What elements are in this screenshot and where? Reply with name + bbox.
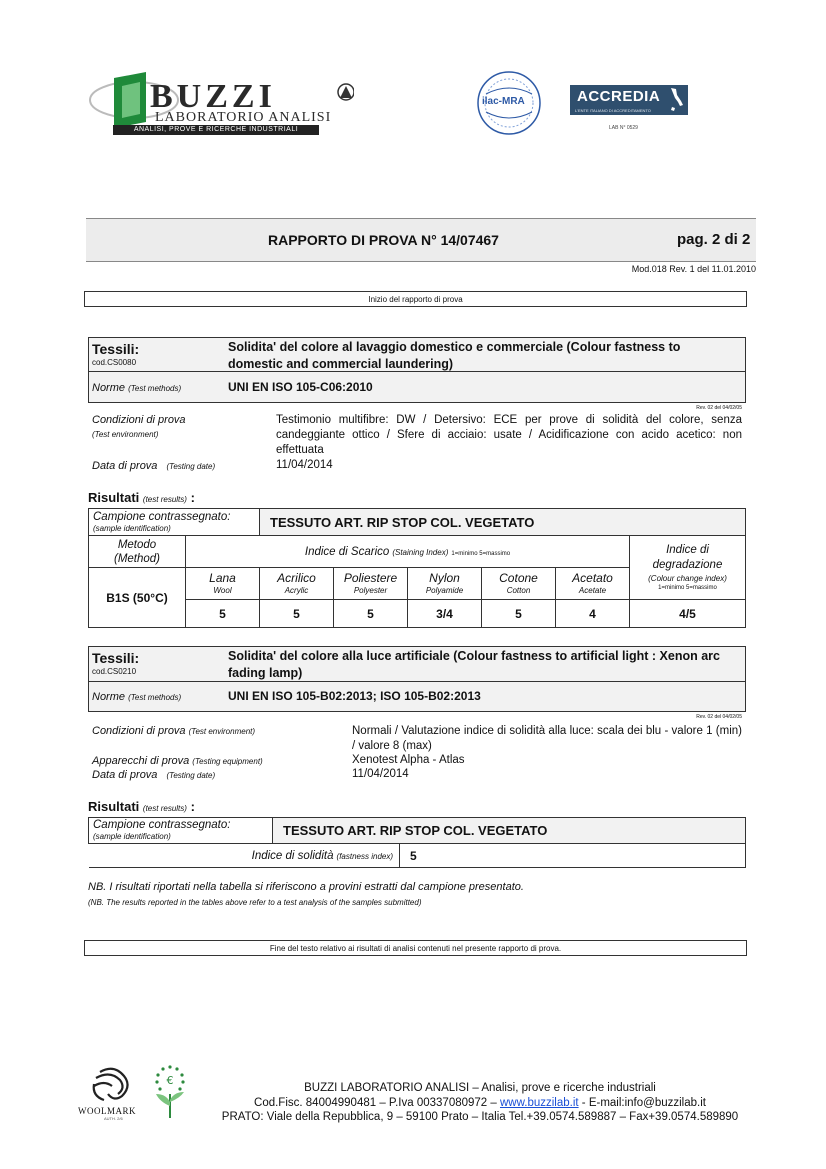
degradation-label-it: Indice di degradazione	[652, 543, 723, 571]
sample-label-en: (sample identification)	[93, 832, 171, 841]
section1-results-label	[88, 490, 195, 505]
section1-norm-label	[92, 382, 181, 394]
ilac-text: ilac-MRA	[482, 96, 525, 107]
method-value: B1S (50°C)	[106, 590, 168, 605]
sample-value: TESSUTO ART. RIP STOP COL. VEGETATO	[283, 823, 548, 838]
section2-results-label	[88, 799, 195, 814]
section1-norm-value: UNI EN ISO 105-C06:2010	[228, 380, 373, 394]
fiber-it: Nylon	[429, 571, 460, 585]
fiber-header-acetate	[556, 568, 630, 600]
page-number: pag. 2 di 2	[677, 231, 751, 248]
footer-line3: PRATO: Viale della Repubblica, 9 – 59100 Prato – Italia Tel.+39.0574.589887 – Fax+39.0574.589890	[221, 1111, 739, 1123]
degradation-value-cell	[630, 600, 746, 628]
section1-conditions-label-en: (Test environment)	[92, 430, 159, 439]
fastness-value-cell	[400, 844, 746, 868]
fastness-value: 5	[410, 848, 417, 863]
staining-results-table	[88, 508, 746, 628]
date-label-it: Data di prova	[92, 769, 158, 781]
norm-label-it: Norme	[92, 691, 126, 703]
section2-equipment-label	[92, 755, 263, 767]
section1-description: Solidita' del colore al lavaggio domestico e commerciale (Colour fastness to domestic and commercial laundering)	[228, 340, 681, 371]
fiber-en: Cotton	[506, 586, 531, 595]
section1-conditions-text: Testimonio multifibre: DW / Detersivo: ECE per prove di solidità del colore, senza candeggiante ottico / Sfere di acciaio: usate / Acidificazione con acido acetico: non effettuata	[276, 414, 742, 456]
section2-date-label	[92, 769, 215, 781]
lab-subtitle: LABORATORIO ANALISI	[155, 110, 332, 125]
accredia-title: ACCREDIA	[577, 88, 661, 105]
italy-map-icon	[668, 87, 684, 113]
report-start-note	[84, 291, 747, 307]
degradation-label-en: (Colour change index)	[648, 573, 727, 583]
fiber-value: 5	[293, 606, 300, 621]
section2-date-value: 11/04/2014	[352, 768, 409, 780]
sample-label-it: Campione contrassegnato:	[93, 819, 231, 831]
woolmark-text: WOOLMARK	[78, 1106, 136, 1116]
conditions-label-it: Condizioni di prova	[92, 725, 186, 737]
report-start-text: Inizio del rapporto di prova	[368, 294, 463, 304]
fiber-header-acrylic	[260, 568, 334, 600]
accredia-subtitle: L'ENTE ITALIANO DI ACCREDITAMENTO	[575, 108, 651, 113]
nb-note-en: (NB. The results reported in the tables above refer to a test analysis of the samples submitted)	[88, 898, 422, 907]
fiber-it: Acrilico	[277, 571, 316, 585]
conditions-label-en: (Test environment)	[188, 727, 256, 736]
report-end-note	[84, 940, 747, 956]
method-value-cell	[89, 568, 186, 628]
norm-label-en: (Test methods)	[128, 384, 182, 393]
fiber-en: Acrylic	[284, 586, 309, 595]
fiber-it: Cotone	[499, 571, 538, 585]
sample-label-cell	[89, 818, 273, 844]
fiber-value-cotton	[482, 600, 556, 628]
staining-header-cell	[186, 536, 630, 568]
staining-label-it: Indice di Scarico	[304, 545, 390, 558]
sample-label-cell	[89, 509, 260, 536]
sample-value-cell	[260, 509, 746, 536]
section1-date-label	[92, 460, 215, 472]
fiber-en: Acetate	[578, 586, 607, 595]
fiber-value: 3/4	[436, 606, 453, 621]
sample-label-it: Campione contrassegnato:	[93, 510, 231, 523]
footer-line2	[180, 1097, 780, 1109]
lab-name: BUZZI	[150, 78, 276, 115]
lab-strip: ANALISI, PROVE E RICERCHE INDUSTRIALI	[113, 125, 319, 135]
degradation-scale: 1=minimo 5=massimo	[658, 584, 717, 591]
degradation-value: 4/5	[679, 606, 696, 621]
staining-scale: 1=minimo 5=massimo	[451, 550, 511, 557]
fastness-label-en: (fastness index)	[336, 851, 393, 861]
results-colon: :	[190, 490, 195, 505]
fiber-value: 5	[219, 606, 226, 621]
section2-norm-value: UNI EN ISO 105-B02:2013; ISO 105-B02:2013	[228, 689, 481, 703]
results-label-it: Risultati	[88, 490, 140, 505]
section2-rev-note: Rev. 02 del 04/02/05	[696, 714, 742, 720]
fiber-it: Acetato	[572, 571, 613, 585]
section1-label: Tessili:	[92, 341, 140, 357]
sample-value: TESSUTO ART. RIP STOP COL. VEGETATO	[270, 514, 535, 530]
section2-norm-label	[92, 691, 181, 703]
section2-conditions-label	[92, 725, 255, 737]
equipment-label-en: (Testing equipment)	[192, 757, 263, 766]
results-label-it: Risultati	[88, 799, 140, 814]
section2-conditions-text: Normali / Valutazione indice di solidità alla luce: scala dei blu - valore 1 (min) / valore 8 (max)	[352, 725, 742, 752]
section1-rev-note: Rev. 02 del 04/02/05	[696, 405, 742, 411]
website-link[interactable]: www.buzzilab.it	[499, 1097, 579, 1109]
section1-conditions-label: Condizioni di prova	[92, 414, 186, 426]
fiber-header-polyester	[334, 568, 408, 600]
fiber-value-polyester	[334, 600, 408, 628]
footer-fiscal-codes: Cod.Fisc. 84004990481 – P.Iva 00337080972 –	[254, 1097, 500, 1109]
results-label-en: (test results)	[142, 804, 187, 813]
nb-note-it: NB. I risultati riportati nella tabella si riferiscono a provini estratti dal campione presentato.	[88, 881, 524, 893]
module-revision: Mod.018 Rev. 1 del 11.01.2010	[631, 264, 756, 274]
woolmark-sub: AUTH. 2/6	[104, 1116, 123, 1121]
section2-label: Tessili:	[92, 650, 140, 666]
section1-date-value: 11/04/2014	[276, 459, 333, 471]
section2-description: Solidita' del colore alla luce artificiale (Colour fastness to artificial light : Xenon arc fading lamp)	[228, 649, 720, 680]
fiber-value: 5	[515, 606, 522, 621]
results-colon: :	[190, 799, 195, 814]
norm-label-en: (Test methods)	[128, 693, 182, 702]
report-end-text: Fine del testo relativo ai risultati di analisi contenuti nel presente rapporto di prova.	[269, 943, 562, 953]
staining-label-en: (Staining Index)	[392, 547, 449, 557]
fiber-header-wool	[186, 568, 260, 600]
fiber-value-wool	[186, 600, 260, 628]
footer-email: - E-mail:info@buzzilab.it	[578, 1097, 706, 1109]
results-label-en: (test results)	[142, 495, 187, 504]
method-label-it: Metodo	[117, 538, 157, 551]
fiber-header-polyamide	[408, 568, 482, 600]
sample-label-en: (sample identification)	[93, 523, 171, 533]
fiber-header-cotton	[482, 568, 556, 600]
lab-number: LAB N° 0529	[609, 125, 638, 131]
fiber-value: 4	[589, 606, 596, 621]
fiber-value-acetate	[556, 600, 630, 628]
report-title: RAPPORTO DI PROVA N° 14/07467	[268, 232, 499, 248]
fiber-en: Polyamide	[425, 586, 464, 595]
footer-line1: BUZZI LABORATORIO ANALISI – Analisi, prove e ricerche industriali	[304, 1082, 656, 1094]
fiber-en: Polyester	[353, 586, 388, 595]
fiber-value: 5	[367, 606, 374, 621]
svg-text:€: €	[166, 1074, 174, 1087]
fastness-label-cell	[89, 844, 400, 868]
fiber-it: Lana	[209, 571, 236, 585]
degradation-header-cell	[630, 536, 746, 600]
date-label-it: Data di prova	[92, 460, 158, 472]
section1-code: cod.CS0080	[92, 358, 137, 367]
method-label-en: (Method)	[113, 552, 161, 565]
fiber-it: Poliestere	[343, 571, 398, 585]
fiber-value-acrylic	[260, 600, 334, 628]
fiber-en: Wool	[213, 586, 232, 595]
date-label-en: (Testing date)	[166, 462, 216, 471]
fastness-label-it: Indice di solidità	[251, 849, 334, 862]
fiber-value-polyamide	[408, 600, 482, 628]
equipment-label-it: Apparecchi di prova	[92, 755, 190, 767]
date-label-en: (Testing date)	[166, 771, 216, 780]
section2-code: cod.CS0210	[92, 667, 137, 676]
section2-equipment-value: Xenotest Alpha - Atlas	[352, 754, 465, 766]
sample-value-cell	[273, 818, 746, 844]
light-fastness-table	[88, 817, 746, 868]
method-header-cell	[89, 536, 186, 568]
norm-label-it: Norme	[92, 382, 126, 394]
